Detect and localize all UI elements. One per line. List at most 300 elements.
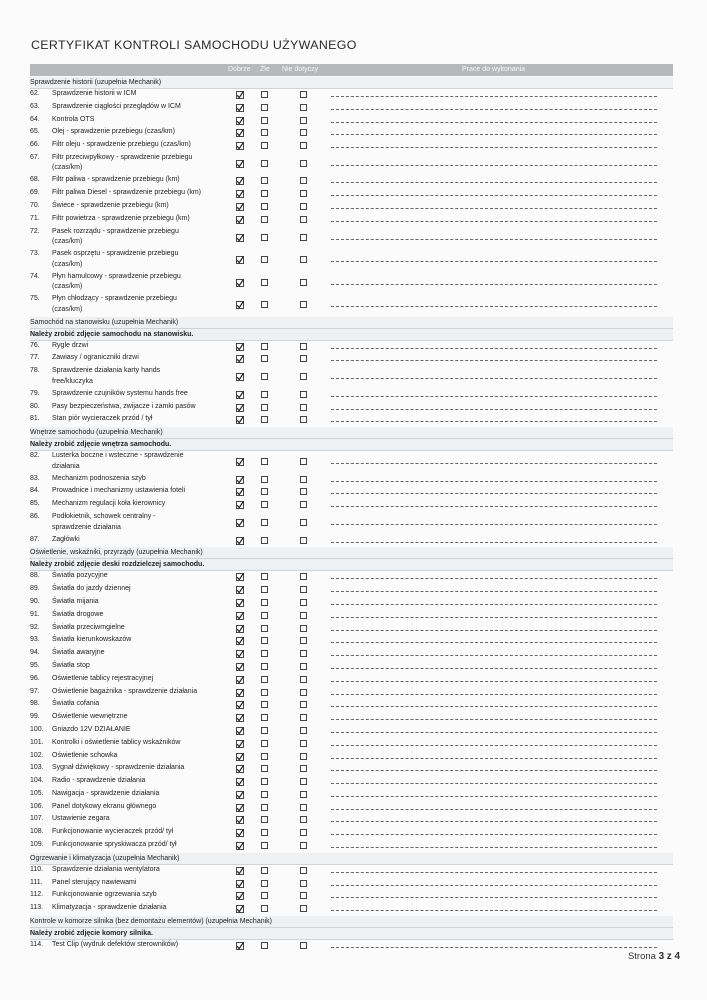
item-label: Zawiasy / ograniczniki drzwi <box>52 354 139 362</box>
bad-checkbox[interactable] <box>261 416 268 423</box>
checked-good-checkbox[interactable] <box>236 829 244 837</box>
work-notes-line[interactable] <box>331 182 657 183</box>
work-notes-line[interactable] <box>331 506 657 507</box>
bad-checkbox[interactable] <box>261 612 268 619</box>
bad-checkbox[interactable] <box>261 537 268 544</box>
bad-checkbox[interactable] <box>261 404 268 411</box>
not-applicable-checkbox[interactable] <box>300 573 307 580</box>
bad-checkbox[interactable] <box>261 778 268 785</box>
checked-good-checkbox[interactable] <box>236 373 244 381</box>
work-notes-line[interactable] <box>331 109 657 110</box>
work-notes-line[interactable] <box>331 681 657 682</box>
bad-checkbox[interactable] <box>261 804 268 811</box>
bad-checkbox[interactable] <box>261 104 268 111</box>
checked-good-checkbox[interactable] <box>236 663 244 671</box>
item-label: Pasek osprzętu - sprawdzenie przebiegu <box>52 250 179 258</box>
item-text <box>30 474 230 485</box>
not-applicable-checkbox[interactable] <box>300 476 307 483</box>
checklist-row <box>30 802 673 815</box>
item-text <box>30 712 230 723</box>
not-applicable-checkbox[interactable] <box>300 301 307 308</box>
checked-good-checkbox[interactable] <box>236 129 244 137</box>
item-label: Funkcjonowanie wycieraczek przód/ tył <box>52 828 173 836</box>
checked-good-checkbox[interactable] <box>236 234 244 242</box>
item-number: 73. <box>30 250 40 258</box>
not-applicable-checkbox[interactable] <box>300 650 307 657</box>
checklist-row <box>30 499 673 512</box>
bad-checkbox[interactable] <box>261 892 268 899</box>
bad-checkbox[interactable] <box>261 256 268 263</box>
bad-checkbox[interactable] <box>261 343 268 350</box>
page-footer <box>628 951 680 962</box>
checked-good-checkbox[interactable] <box>236 816 244 824</box>
item-text <box>30 535 230 546</box>
item-text <box>30 272 230 293</box>
work-notes-line[interactable] <box>331 783 657 784</box>
bad-checkbox[interactable] <box>261 701 268 708</box>
item-text <box>30 890 230 901</box>
work-notes-line[interactable] <box>331 809 657 810</box>
work-notes-line[interactable] <box>331 165 657 166</box>
work-notes-line[interactable] <box>331 796 657 797</box>
work-notes-line[interactable] <box>331 306 657 307</box>
work-notes-line[interactable] <box>331 694 657 695</box>
bad-checkbox[interactable] <box>261 586 268 593</box>
not-applicable-checkbox[interactable] <box>300 804 307 811</box>
bad-checkbox[interactable] <box>261 740 268 747</box>
checked-good-checkbox[interactable] <box>236 391 244 399</box>
item-text <box>30 940 230 951</box>
work-notes-line[interactable] <box>331 147 657 148</box>
checked-good-checkbox[interactable] <box>236 279 244 287</box>
item-label: Test Clip (wydruk defektów sterowników) <box>52 941 179 949</box>
not-applicable-checkbox[interactable] <box>300 279 307 286</box>
checked-good-checkbox[interactable] <box>236 791 244 799</box>
not-applicable-checkbox[interactable] <box>300 714 307 721</box>
checked-good-checkbox[interactable] <box>236 203 244 211</box>
checked-good-checkbox[interactable] <box>236 880 244 888</box>
item-number: 65. <box>30 128 40 136</box>
checked-good-checkbox[interactable] <box>236 301 244 309</box>
work-notes-line[interactable] <box>331 578 657 579</box>
footer-current: 3 <box>658 951 665 962</box>
work-notes-line[interactable] <box>331 897 657 898</box>
work-notes-line[interactable] <box>331 885 657 886</box>
work-notes-line[interactable] <box>331 642 657 643</box>
not-applicable-checkbox[interactable] <box>300 373 307 380</box>
checked-good-checkbox[interactable] <box>236 256 244 264</box>
item-label: Sygnał dźwiękowy - sprawdzenie działania <box>52 764 185 772</box>
not-applicable-checkbox[interactable] <box>300 234 307 241</box>
checked-good-checkbox[interactable] <box>236 842 244 850</box>
bad-checkbox[interactable] <box>261 727 268 734</box>
not-applicable-checkbox[interactable] <box>300 625 307 632</box>
item-number: 110. <box>30 865 44 873</box>
not-applicable-checkbox[interactable] <box>300 537 307 544</box>
not-applicable-checkbox[interactable] <box>300 892 307 899</box>
work-notes-line[interactable] <box>331 421 657 422</box>
bad-checkbox[interactable] <box>261 488 268 495</box>
work-notes-line[interactable] <box>331 758 657 759</box>
not-applicable-checkbox[interactable] <box>300 791 307 798</box>
item-label: Światła drogowe <box>52 610 104 618</box>
checklist-row <box>30 827 673 840</box>
item-number: 103. <box>30 764 44 772</box>
checked-good-checkbox[interactable] <box>236 586 244 594</box>
column-work: Prace do wykonania <box>462 66 526 73</box>
checked-good-checkbox[interactable] <box>236 488 244 496</box>
not-applicable-checkbox[interactable] <box>300 160 307 167</box>
not-applicable-checkbox[interactable] <box>300 129 307 136</box>
checked-good-checkbox[interactable] <box>236 753 244 761</box>
footer-total: 4 <box>674 951 680 962</box>
not-applicable-checkbox[interactable] <box>300 501 307 508</box>
item-text <box>30 102 230 113</box>
not-applicable-checkbox[interactable] <box>300 586 307 593</box>
bad-checkbox[interactable] <box>261 355 268 362</box>
item-label: Oświetlenie schowka <box>52 751 118 759</box>
work-notes-line[interactable] <box>331 378 657 379</box>
not-applicable-checkbox[interactable] <box>300 142 307 149</box>
checked-good-checkbox[interactable] <box>236 612 244 620</box>
work-notes-line[interactable] <box>331 134 657 135</box>
checked-good-checkbox[interactable] <box>236 343 244 351</box>
bad-checkbox[interactable] <box>261 458 268 465</box>
item-number: 91. <box>30 610 40 618</box>
checklist-row <box>30 903 673 916</box>
item-text <box>30 115 230 126</box>
checked-good-checkbox[interactable] <box>236 142 244 150</box>
work-notes-line[interactable] <box>331 463 657 464</box>
item-number: 114. <box>30 941 44 949</box>
bad-checkbox[interactable] <box>261 880 268 887</box>
work-notes-line[interactable] <box>331 872 657 873</box>
item-text <box>30 341 230 352</box>
checklist-row <box>30 341 673 354</box>
not-applicable-checkbox[interactable] <box>300 599 307 606</box>
checked-good-checkbox[interactable] <box>236 91 244 99</box>
checked-good-checkbox[interactable] <box>236 501 244 509</box>
not-applicable-checkbox[interactable] <box>300 867 307 874</box>
item-number: 87. <box>30 535 40 543</box>
not-applicable-checkbox[interactable] <box>300 676 307 683</box>
checklist-row <box>30 699 673 712</box>
work-notes-line[interactable] <box>331 239 657 240</box>
checked-good-checkbox[interactable] <box>236 519 244 527</box>
section-header <box>30 317 673 329</box>
bad-checkbox[interactable] <box>261 689 268 696</box>
item-label: Zagłówki <box>52 535 80 543</box>
not-applicable-checkbox[interactable] <box>300 753 307 760</box>
item-number: 81. <box>30 415 40 423</box>
item-label: Kontrola OTS <box>52 115 95 123</box>
not-applicable-checkbox[interactable] <box>300 880 307 887</box>
item-label: Podłokietnik, schowek centralny - <box>52 513 156 521</box>
work-notes-line[interactable] <box>331 668 657 669</box>
bad-checkbox[interactable] <box>261 160 268 167</box>
not-applicable-checkbox[interactable] <box>300 905 307 912</box>
checklist-row <box>30 940 673 953</box>
checked-good-checkbox[interactable] <box>236 476 244 484</box>
not-applicable-checkbox[interactable] <box>300 942 307 949</box>
not-applicable-checkbox[interactable] <box>300 190 307 197</box>
not-applicable-checkbox[interactable] <box>300 404 307 411</box>
checked-good-checkbox[interactable] <box>236 404 244 412</box>
item-label: Nawigacja - sprawdzenie działania <box>52 789 160 797</box>
not-applicable-checkbox[interactable] <box>300 256 307 263</box>
item-label: Radio - sprawdzenie działania <box>52 777 146 785</box>
bad-checkbox[interactable] <box>261 791 268 798</box>
work-notes-line[interactable] <box>331 617 657 618</box>
checked-good-checkbox[interactable] <box>236 177 244 185</box>
checklist-row <box>30 763 673 776</box>
item-label: Światła do jazdy dziennej <box>52 585 131 593</box>
checked-good-checkbox[interactable] <box>236 599 244 607</box>
work-notes-line[interactable] <box>331 745 657 746</box>
work-notes-line[interactable] <box>331 284 657 285</box>
checked-good-checkbox[interactable] <box>236 740 244 748</box>
bad-checkbox[interactable] <box>261 234 268 241</box>
not-applicable-checkbox[interactable] <box>300 91 307 98</box>
bad-checkbox[interactable] <box>261 177 268 184</box>
section-title: Sprawdzenie historii (uzupełnia Mechanik) <box>30 79 162 86</box>
item-text <box>30 903 230 914</box>
checked-good-checkbox[interactable] <box>236 727 244 735</box>
item-number: 99. <box>30 713 40 721</box>
work-notes-line[interactable] <box>331 821 657 822</box>
work-notes-line[interactable] <box>331 732 657 733</box>
item-number: 86. <box>30 513 40 521</box>
work-notes-line[interactable] <box>331 122 657 123</box>
checked-good-checkbox[interactable] <box>236 190 244 198</box>
checklist-row <box>30 512 673 535</box>
work-notes-line[interactable] <box>331 396 657 397</box>
checklist-row <box>30 153 673 176</box>
checklist-row <box>30 687 673 700</box>
bad-checkbox[interactable] <box>261 905 268 912</box>
item-number: 92. <box>30 623 40 631</box>
item-text <box>30 201 230 212</box>
work-notes-line[interactable] <box>331 409 657 410</box>
work-notes-line[interactable] <box>331 591 657 592</box>
bad-checkbox[interactable] <box>261 765 268 772</box>
bad-checkbox[interactable] <box>261 942 268 949</box>
not-applicable-checkbox[interactable] <box>300 727 307 734</box>
checklist-row <box>30 623 673 636</box>
checked-good-checkbox[interactable] <box>236 625 244 633</box>
work-notes-line[interactable] <box>331 719 657 720</box>
bad-checkbox[interactable] <box>261 91 268 98</box>
not-applicable-checkbox[interactable] <box>300 842 307 849</box>
checked-good-checkbox[interactable] <box>236 942 244 950</box>
not-applicable-checkbox[interactable] <box>300 177 307 184</box>
bad-checkbox[interactable] <box>261 816 268 823</box>
checked-good-checkbox[interactable] <box>236 355 244 363</box>
bad-checkbox[interactable] <box>261 501 268 508</box>
checked-good-checkbox[interactable] <box>236 537 244 545</box>
not-applicable-checkbox[interactable] <box>300 391 307 398</box>
checked-good-checkbox[interactable] <box>236 892 244 900</box>
not-applicable-checkbox[interactable] <box>300 519 307 526</box>
checked-good-checkbox[interactable] <box>236 804 244 812</box>
checklist-row <box>30 214 673 227</box>
checklist-row <box>30 776 673 789</box>
item-number: 109. <box>30 841 44 849</box>
bad-checkbox[interactable] <box>261 190 268 197</box>
bad-checkbox[interactable] <box>261 142 268 149</box>
column-bad: Źle <box>260 66 270 73</box>
item-label: Olej - sprawdzenie przebiegu (czas/km) <box>52 128 175 136</box>
item-number: 64. <box>30 115 40 123</box>
not-applicable-checkbox[interactable] <box>300 355 307 362</box>
checked-good-checkbox[interactable] <box>236 676 244 684</box>
item-label-continued: (czas/km) <box>52 238 83 246</box>
work-notes-line[interactable] <box>331 348 657 349</box>
checked-good-checkbox[interactable] <box>236 416 244 424</box>
bad-checkbox[interactable] <box>261 117 268 124</box>
not-applicable-checkbox[interactable] <box>300 816 307 823</box>
item-number: 69. <box>30 189 40 197</box>
bad-checkbox[interactable] <box>261 301 268 308</box>
work-notes-line[interactable] <box>331 910 657 911</box>
checked-good-checkbox[interactable] <box>236 689 244 697</box>
checklist-row <box>30 890 673 903</box>
checked-good-checkbox[interactable] <box>236 458 244 466</box>
checklist-row <box>30 127 673 140</box>
not-applicable-checkbox[interactable] <box>300 765 307 772</box>
work-notes-line[interactable] <box>331 706 657 707</box>
not-applicable-checkbox[interactable] <box>300 104 307 111</box>
bad-checkbox[interactable] <box>261 573 268 580</box>
not-applicable-checkbox[interactable] <box>300 637 307 644</box>
bad-checkbox[interactable] <box>261 676 268 683</box>
checked-good-checkbox[interactable] <box>236 650 244 658</box>
work-notes-line[interactable] <box>331 770 657 771</box>
bad-checkbox[interactable] <box>261 216 268 223</box>
checked-good-checkbox[interactable] <box>236 765 244 773</box>
work-notes-line[interactable] <box>331 947 657 948</box>
not-applicable-checkbox[interactable] <box>300 829 307 836</box>
bad-checkbox[interactable] <box>261 129 268 136</box>
work-notes-line[interactable] <box>331 604 657 605</box>
work-notes-line[interactable] <box>331 261 657 262</box>
item-text <box>30 878 230 889</box>
item-number: 94. <box>30 649 40 657</box>
checklist-row <box>30 188 673 201</box>
checked-good-checkbox[interactable] <box>236 905 244 913</box>
item-label: Rygle drzwi <box>52 341 89 349</box>
not-applicable-checkbox[interactable] <box>300 203 307 210</box>
section-header <box>30 77 673 89</box>
work-notes-line[interactable] <box>331 208 657 209</box>
work-notes-line[interactable] <box>331 834 657 835</box>
checked-good-checkbox[interactable] <box>236 104 244 112</box>
checked-good-checkbox[interactable] <box>236 867 244 875</box>
checked-good-checkbox[interactable] <box>236 637 244 645</box>
bad-checkbox[interactable] <box>261 519 268 526</box>
item-label: Funkcjonowanie ogrzewania szyb <box>52 891 157 899</box>
work-notes-line[interactable] <box>331 542 657 543</box>
not-applicable-checkbox[interactable] <box>300 701 307 708</box>
item-number: 76. <box>30 341 40 349</box>
item-text <box>30 648 230 659</box>
checklist-row <box>30 571 673 584</box>
not-applicable-checkbox[interactable] <box>300 778 307 785</box>
bad-checkbox[interactable] <box>261 279 268 286</box>
item-label: Filtr powietrza - sprawdzenie przebiegu (km) <box>52 214 190 222</box>
item-number: 89. <box>30 585 40 593</box>
bad-checkbox[interactable] <box>261 373 268 380</box>
bad-checkbox[interactable] <box>261 391 268 398</box>
work-notes-line[interactable] <box>331 481 657 482</box>
item-label: Światła kierunkowskazów <box>52 636 132 644</box>
not-applicable-checkbox[interactable] <box>300 117 307 124</box>
item-text <box>30 725 230 736</box>
bad-checkbox[interactable] <box>261 867 268 874</box>
item-number: 74. <box>30 272 40 280</box>
bad-checkbox[interactable] <box>261 753 268 760</box>
checked-good-checkbox[interactable] <box>236 778 244 786</box>
section-title: Należy zrobić zdjęcie samochodu na stanowisku. <box>30 330 194 338</box>
checklist-row <box>30 486 673 499</box>
not-applicable-checkbox[interactable] <box>300 663 307 670</box>
bad-checkbox[interactable] <box>261 625 268 632</box>
work-notes-line[interactable] <box>331 847 657 848</box>
checked-good-checkbox[interactable] <box>236 701 244 709</box>
work-notes-line[interactable] <box>331 360 657 361</box>
bad-checkbox[interactable] <box>261 663 268 670</box>
not-applicable-checkbox[interactable] <box>300 458 307 465</box>
bad-checkbox[interactable] <box>261 476 268 483</box>
not-applicable-checkbox[interactable] <box>300 488 307 495</box>
not-applicable-checkbox[interactable] <box>300 740 307 747</box>
checked-good-checkbox[interactable] <box>236 216 244 224</box>
checklist-row <box>30 389 673 402</box>
bad-checkbox[interactable] <box>261 203 268 210</box>
bad-checkbox[interactable] <box>261 599 268 606</box>
work-notes-line[interactable] <box>331 96 657 97</box>
bad-checkbox[interactable] <box>261 637 268 644</box>
bad-checkbox[interactable] <box>261 650 268 657</box>
checklist-row <box>30 535 673 548</box>
work-notes-line[interactable] <box>331 524 657 525</box>
bad-checkbox[interactable] <box>261 829 268 836</box>
not-applicable-checkbox[interactable] <box>300 612 307 619</box>
work-notes-line[interactable] <box>331 221 657 222</box>
work-notes-line[interactable] <box>331 630 657 631</box>
work-notes-line[interactable] <box>331 195 657 196</box>
item-label: Oświetlenie bagażnika - sprawdzenie działania <box>52 687 198 695</box>
work-notes-line[interactable] <box>331 493 657 494</box>
checked-good-checkbox[interactable] <box>236 573 244 581</box>
not-applicable-checkbox[interactable] <box>300 343 307 350</box>
footer-label: Strona <box>627 951 656 962</box>
item-label: Prowadnice i mechanizmy ustawienia foteli <box>52 487 186 495</box>
table-header <box>30 64 673 76</box>
not-applicable-checkbox[interactable] <box>300 416 307 423</box>
checked-good-checkbox[interactable] <box>236 714 244 722</box>
bad-checkbox[interactable] <box>261 714 268 721</box>
not-applicable-checkbox[interactable] <box>300 689 307 696</box>
item-number: 77. <box>30 354 40 362</box>
work-notes-line[interactable] <box>331 655 657 656</box>
checklist-row <box>30 751 673 764</box>
checked-good-checkbox[interactable] <box>236 160 244 168</box>
not-applicable-checkbox[interactable] <box>300 216 307 223</box>
checked-good-checkbox[interactable] <box>236 117 244 125</box>
bad-checkbox[interactable] <box>261 842 268 849</box>
section-title: Oświetlenie, wskaźniki, przyrządy (uzupełnia Mechanik) <box>30 549 203 557</box>
